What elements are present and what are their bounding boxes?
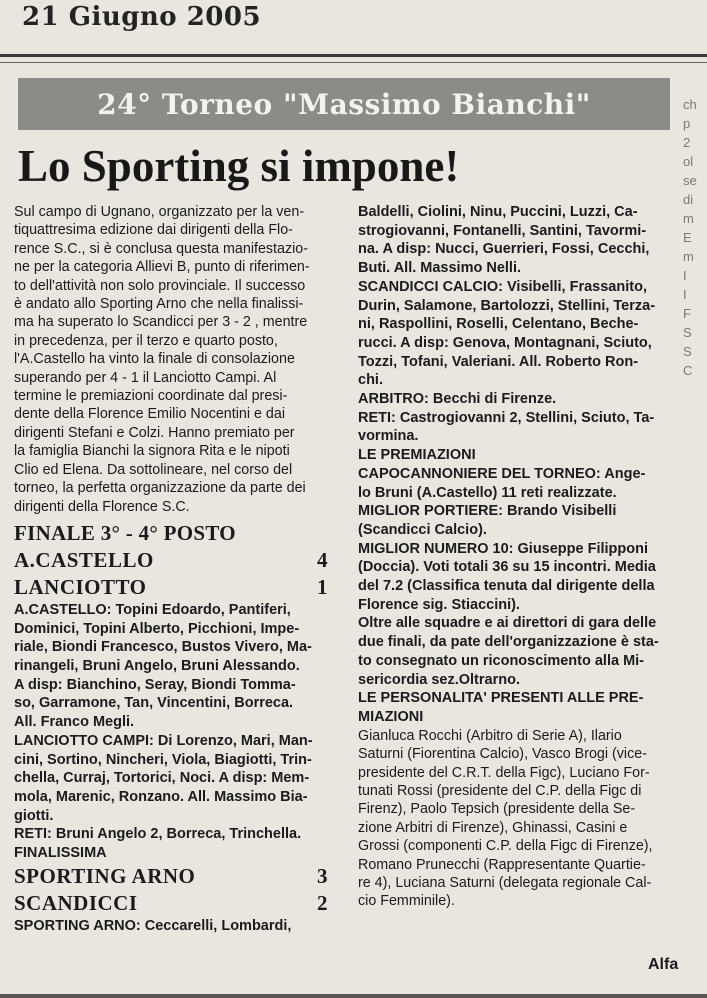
intro-line: rence S.C., si è conclusa questa manifestazio-	[14, 240, 309, 257]
personalita-line: Grossi (componenti C.P. della Figc di Firenze),	[358, 838, 653, 855]
article-date: 21 Giugno 2005	[22, 2, 262, 32]
right-line: strogiovanni, Fontanelli, Santini, Tavormi-	[358, 222, 647, 239]
intro-line: superando per 4 - 1 il Lanciotto Campi. Al	[14, 369, 277, 386]
right-line: LE PERSONALITA' PRESENTI ALLE PRE-	[358, 690, 644, 707]
finalissima-title: FINALISSIMA	[14, 845, 107, 862]
castello-line: All. Franco Megli.	[14, 714, 135, 731]
finalissima-team2: SCANDICCI	[14, 890, 138, 915]
castello-line: riale, Biondi Francesco, Bustos Vivero, Ma-	[14, 639, 312, 656]
right-line: chi.	[358, 372, 383, 389]
personalita-line: zione Arbitri di Firenze), Ghinassi, Casini e	[358, 819, 628, 836]
right-line: Tozzi, Tofani, Valeriani. All. Roberto Ron-	[358, 353, 639, 370]
top-rule	[0, 54, 707, 57]
intro-line: dente della Florence Emilio Nocentini e dai	[14, 406, 285, 423]
finalissima-row2	[14, 890, 336, 917]
bleed-fragment: S	[683, 344, 692, 359]
right-line: due finali, da pate dell'organizzazione è sta-	[358, 634, 659, 651]
finalissima-score1: 3	[317, 863, 328, 888]
intro-line: to dell'attività non solo provinciale. Il successo	[14, 277, 306, 294]
right-line: vormina.	[358, 428, 419, 445]
intro-line: termine le premiazioni coordinate dal presi-	[14, 388, 288, 405]
right-line: rucci. A disp: Genova, Montagnani, Sciuto,	[358, 334, 652, 351]
lanciotto-lineup	[14, 732, 336, 826]
personalita-line: Saturni (Fiorentina Calcio), Vasco Brogi (vice-	[358, 746, 647, 763]
intro-line: tiquattresima edizione dai dirigenti della Flo-	[14, 222, 293, 239]
finale34-row2	[14, 574, 336, 601]
right-line: Florence sig. Stiaccini).	[358, 596, 520, 613]
castello-line: A disp: Bianchino, Seray, Biondi Tomma-	[14, 676, 296, 693]
intro-line: dirigenti Stefani e Colzi. Hanno premiato per	[14, 424, 295, 441]
finale34-team2: LANCIOTTO	[14, 574, 147, 599]
right-line: SCANDICCI CALCIO: Visibelli, Frassanito,	[358, 278, 647, 295]
bleed-fragment: I	[683, 287, 687, 302]
left-column	[14, 203, 336, 935]
headline: Lo Sporting si impone!	[18, 141, 460, 191]
castello-line: so, Garramone, Tan, Vincentini, Borreca.	[14, 695, 294, 712]
personalita-line: Gianluca Rocchi (Arbitro di Serie A), Ilario	[358, 727, 622, 744]
intro-line: Clio ed Elena. Da sottolineare, nel corso del	[14, 461, 293, 478]
finalissima-row1	[14, 863, 336, 890]
lanciotto-line: cini, Sortino, Nincheri, Viola, Biagiotti, Trin-	[14, 751, 312, 768]
bleed-fragment: 2	[683, 135, 691, 150]
finale34-row1	[14, 547, 336, 574]
finale34-score2: 1	[317, 574, 328, 599]
right-line: Durin, Salamone, Bartolozzi, Stellini, Terza-	[358, 297, 656, 314]
right-column-body	[358, 203, 693, 727]
bottom-rule	[0, 994, 707, 998]
intro-line: in precedenza, per il terzo e quarto posto,	[14, 332, 278, 349]
right-line: MIAZIONI	[358, 708, 424, 725]
author-signature: Alfa	[648, 956, 679, 973]
right-line: MIGLIOR PORTIERE: Brando Visibelli	[358, 503, 617, 520]
right-line: (Scandicci Calcio).	[358, 521, 487, 538]
castello-lineup	[14, 601, 336, 732]
lanciotto-line: giotti.	[14, 807, 54, 824]
intro-line: ne per la categoria Allievi B, punto di riferimen-	[14, 259, 310, 276]
bleed-fragment: ol	[683, 154, 694, 169]
personalita-line: tunati Rossi (presidente del C.P. della Figc di	[358, 782, 642, 799]
intro-line: l'A.Castello ha vinto la finale di consolazione	[14, 351, 295, 368]
bleed-fragment: se	[683, 173, 697, 188]
personalita-line: Firenz), Paolo Tepsich (presidente della Se-	[358, 801, 636, 818]
lanciotto-line: chella, Curraj, Tortorici, Noci. A disp: Mem-	[14, 770, 310, 787]
banner-title: 24° Torneo "Massimo Bianchi"	[97, 87, 591, 121]
intro-line: dirigenti della Florence S.C.	[14, 498, 190, 515]
lanciotto-line: mola, Marenic, Ronzano. All. Massimo Bia-	[14, 788, 308, 805]
castello-line: Dominici, Topini Alberto, Picchioni, Impe-	[14, 620, 300, 637]
intro-line: Sul campo di Ugnano, organizzato per la ven-	[14, 204, 305, 220]
bleed-fragment: I	[683, 268, 687, 283]
right-line: ARBITRO: Becchi di Firenze.	[358, 391, 557, 408]
lanciotto-line: LANCIOTTO CAMPI: Di Lorenzo, Mari, Man-	[14, 732, 313, 749]
right-line: na. A disp: Nucci, Guerrieri, Fossi, Cecchi,	[358, 241, 650, 258]
right-line: Buti. All. Massimo Nelli.	[358, 260, 522, 277]
bleed-fragment: ch	[683, 97, 697, 112]
right-line: lo Bruni (A.Castello) 11 reti realizzate.	[358, 484, 617, 501]
right-line: sericordia sez.Oltrarno.	[358, 671, 520, 688]
right-line: del 7.2 (Classifica tenuta dal dirigente della	[358, 578, 655, 595]
right-line: LE PREMIAZIONI	[358, 447, 476, 464]
right-line: Baldelli, Ciolini, Ninu, Puccini, Luzzi, Ca-	[358, 204, 638, 220]
finale34-title: FINALE 3° - 4° POSTO	[14, 520, 236, 545]
personalita-line: re 4), Luciana Saturni (delegata regionale Cal-	[358, 874, 652, 891]
castello-line: rinangeli, Bruni Angelo, Bruni Alessando.	[14, 658, 300, 675]
reti-finale34: RETI: Bruni Angelo 2, Borreca, Trinchella.	[14, 826, 302, 843]
castello-line: A.CASTELLO: Topini Edoardo, Pantiferi,	[14, 601, 291, 618]
finalissima-score2: 2	[317, 890, 328, 915]
intro-line: torneo, la perfetta organizzazione da parte dei	[14, 480, 306, 497]
bleed-fragment: m	[683, 211, 694, 226]
personalita-line: cio Femminile).	[358, 893, 455, 910]
finale34-team1: A.CASTELLO	[14, 547, 154, 572]
bleed-fragment: di	[683, 192, 694, 207]
sporting-lineup-start: SPORTING ARNO: Ceccarelli, Lombardi,	[14, 917, 292, 934]
intro-line: è andato allo Sporting Arno che nella finalissi-	[14, 296, 304, 313]
bleed-fragment: m	[683, 249, 694, 264]
bleed-fragment: p	[683, 116, 691, 131]
top-rule-thin	[0, 62, 707, 63]
personalita-line: Romano Prunecchi (Rappresentante Quartie-	[358, 856, 646, 873]
intro-line: la famiglia Bianchi la signora Rita e le nipoti	[14, 443, 290, 460]
right-column	[358, 203, 693, 911]
bleed-fragment: C	[683, 363, 693, 378]
bleed-fragment: E	[683, 230, 692, 245]
right-line: MIGLIOR NUMERO 10: Giuseppe Filipponi	[358, 540, 649, 557]
right-line: Oltre alle squadre e ai direttori di gara delle	[358, 615, 657, 632]
bleed-fragment: S	[683, 325, 692, 340]
right-line: RETI: Castrogiovanni 2, Stellini, Sciuto, Ta-	[358, 409, 655, 426]
personalita-line: presidente del C.R.T. della Figc), Luciano For-	[358, 764, 650, 781]
intro-line: ma ha superato lo Scandicci per 3 - 2 , mentre	[14, 314, 308, 331]
intro-paragraph	[14, 203, 336, 516]
right-line: (Doccia). Voti totali 36 su 15 incontri. Media	[358, 559, 656, 576]
finale34-score1: 4	[317, 547, 328, 572]
tournament-banner	[18, 78, 670, 130]
bleed-fragment: F	[683, 306, 691, 321]
right-line: ni, Raspollini, Roselli, Celentano, Beche-	[358, 316, 639, 333]
right-line: CAPOCANNONIERE DEL TORNEO: Ange-	[358, 465, 646, 482]
finalissima-team1: SPORTING ARNO	[14, 863, 196, 888]
right-line: to consegnato un riconoscimento alla Mi-	[358, 652, 644, 669]
personalita-paragraph	[358, 727, 693, 911]
